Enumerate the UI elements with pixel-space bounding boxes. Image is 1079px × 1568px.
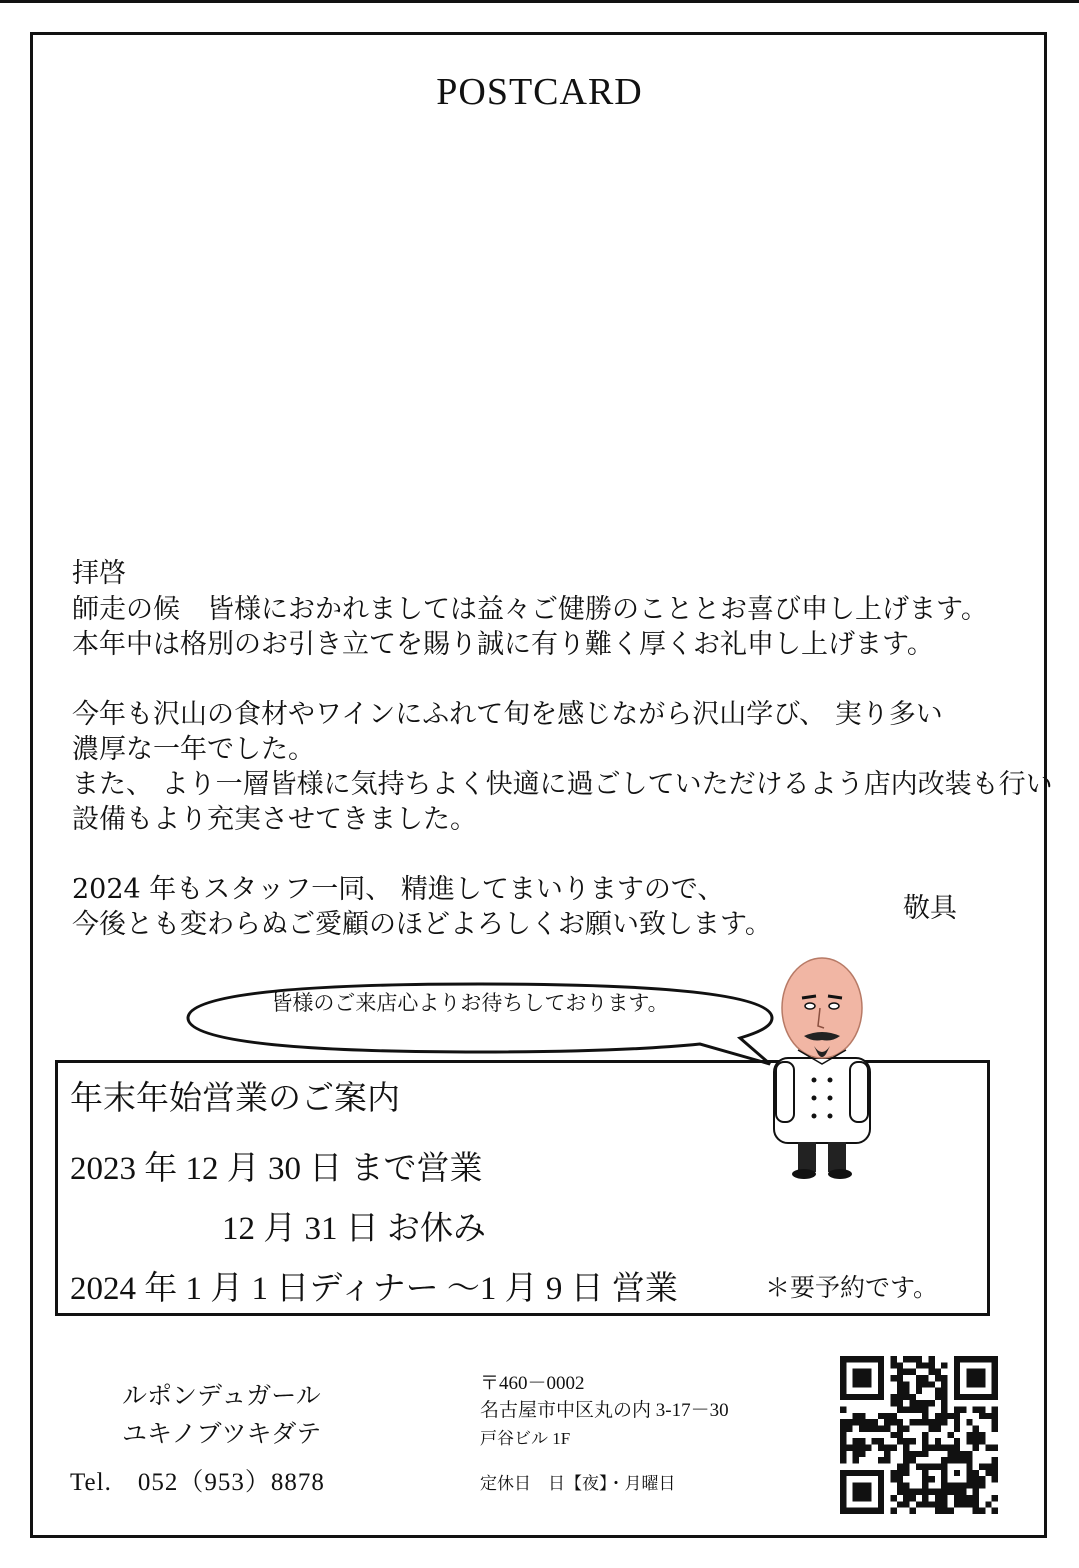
address-line-2: 戸谷ビル 1F: [480, 1429, 571, 1448]
phone-number: Tel. 052（953）8878: [70, 1469, 325, 1496]
schedule-line-3: 2024 年 1 月 1 日ディナー ～1 月 9 日 営業: [70, 1271, 678, 1307]
schedule-line-2: 12 月 31 日 お休み: [222, 1211, 486, 1247]
letter-body: [72, 592, 1053, 942]
letter-line: 今後とも変わらぬご愛顧のほどよろしくお願い致します。: [72, 909, 772, 940]
opening-text: 拝啓: [72, 558, 126, 589]
letter-line: 2024 年もスタッフ一同、 精進してまいりますので、: [72, 874, 725, 905]
qr-code-icon[interactable]: [840, 1356, 998, 1514]
bubble-text: 皆様のご来店心よりお待ちしております。: [271, 991, 669, 1015]
letter-line: また、 より一層皆様に気持ちよく快適に過ごしていただけるよう店内改装も行い: [72, 769, 1053, 800]
letter-line: 濃厚な一年でした。: [72, 734, 315, 765]
reservation-note: ＊要予約です。: [765, 1273, 939, 1302]
closing-text: 敬具: [903, 893, 957, 924]
shop-name-1: ルポンデュガール: [122, 1383, 321, 1410]
schedule-line-1: 2023 年 12 月 30 日 まで営業: [70, 1151, 483, 1187]
letter-line: 設備もより充実させてきました。: [72, 804, 477, 835]
postcard-title: POSTCARD: [436, 71, 643, 113]
letter-line: 今年も沢山の食材やワインにふれて旬を感じながら沢山学び、 実り多い: [72, 699, 943, 730]
chef-illustration-icon: [762, 950, 882, 1180]
address-line-1: 名古屋市中区丸の内 3-17－30: [480, 1400, 729, 1421]
paragraph-gap: [72, 662, 1012, 697]
closed-days: 定休日 日【夜】・月曜日: [480, 1474, 676, 1493]
shop-name-2: ユキノブツキダテ: [122, 1421, 322, 1448]
top-rule: [0, 0, 1079, 3]
paragraph-gap: [72, 837, 1012, 872]
letter-opening: [72, 556, 1012, 591]
letter-line: 本年中は格別のお引き立てを賜り誠に有り難く厚くお礼申し上げます。: [72, 629, 934, 660]
schedule-title: 年末年始営業のご案内: [70, 1081, 400, 1117]
postal-code: 〒460－0002: [480, 1373, 585, 1394]
letter-line: 師走の候 皆様におかれましては益々ご健勝のこととお喜び申し上げます。: [72, 594, 988, 625]
